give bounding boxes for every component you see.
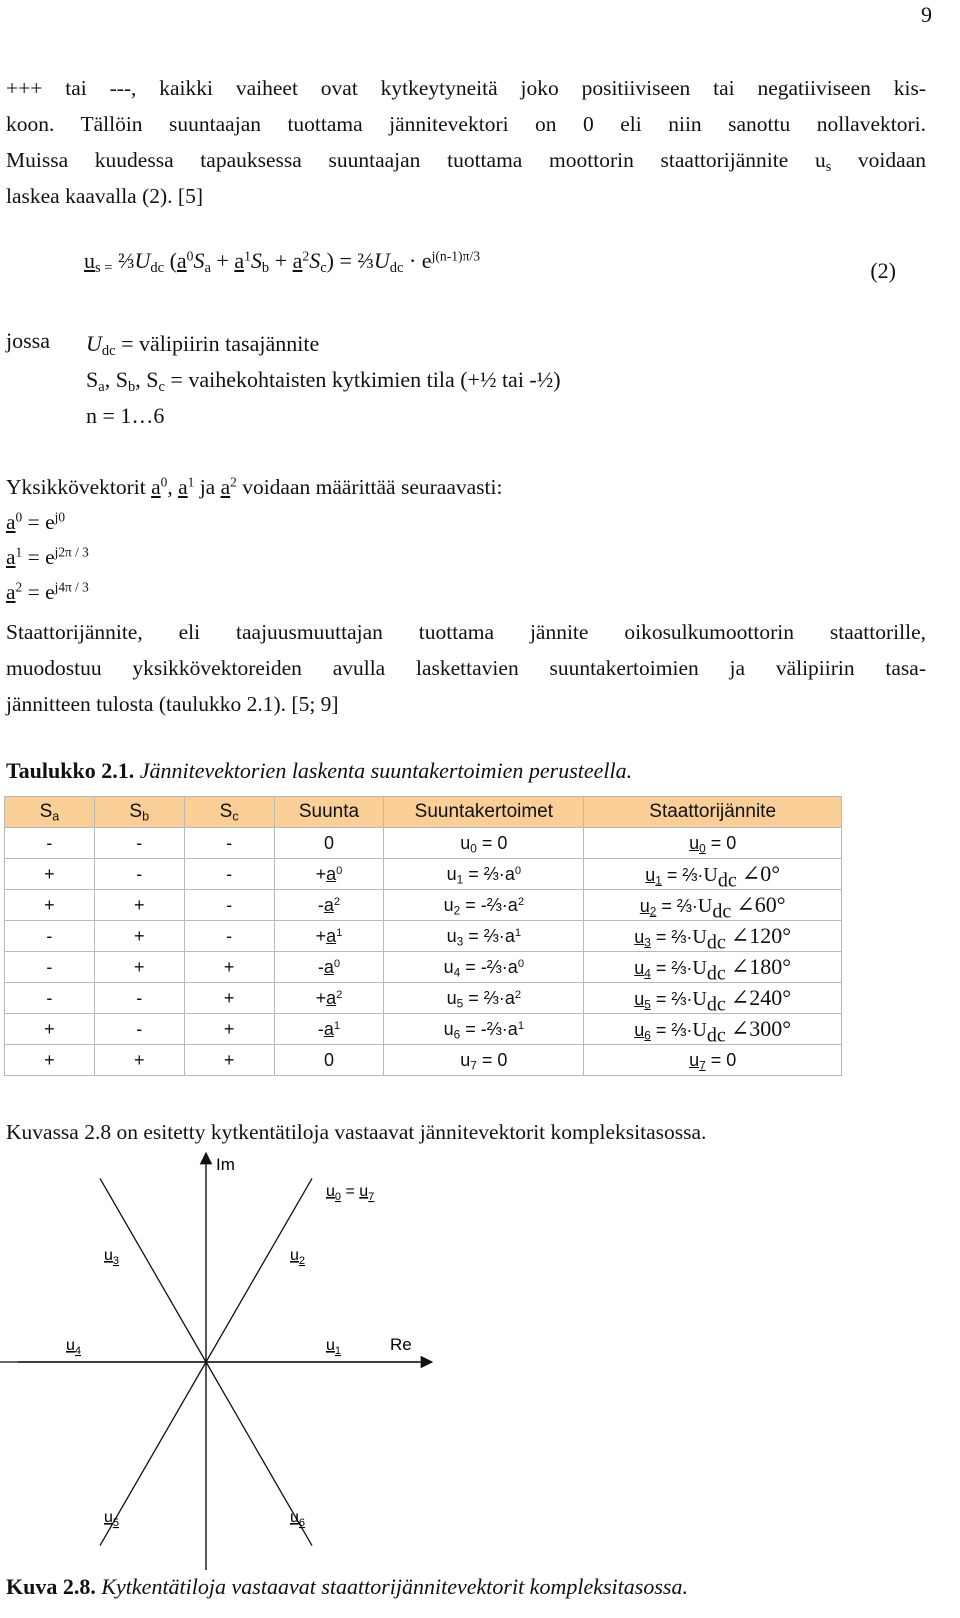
coef-a: a bbox=[504, 987, 515, 1008]
intro-line-2: koon. Tällöin suuntaajan tuottama jännitevektori on 0 eli niin sanottu nollavektori. bbox=[6, 112, 926, 136]
coef-u: u bbox=[460, 832, 471, 853]
coef-a: a bbox=[507, 1018, 518, 1039]
suunta-pre: 0 bbox=[323, 832, 334, 853]
table-row bbox=[5, 921, 842, 952]
suunta-pre: + bbox=[315, 925, 327, 946]
st-rest: = ⅔· bbox=[661, 865, 704, 885]
u0-eq: = bbox=[341, 1183, 360, 1200]
eq-sup1: 1 bbox=[244, 248, 251, 264]
cell-sc: - bbox=[184, 859, 274, 890]
table-body bbox=[5, 828, 842, 1076]
cell-sb: + bbox=[94, 1045, 184, 1076]
cell-sb: + bbox=[94, 890, 184, 921]
intro-line-3-tail: voidaan bbox=[831, 148, 926, 172]
st-sub: 5 bbox=[644, 997, 651, 1012]
uv-def-1-a: a bbox=[6, 545, 16, 569]
st-rest: = ⅔· bbox=[650, 958, 693, 978]
figure-intro-text: Kuvassa 2.8 on esitetty kytkentätiloja vastaavat jännitevektorit kompleksitasossa. bbox=[6, 1120, 707, 1144]
eq-a0: a bbox=[176, 248, 187, 273]
header-sb-label: S bbox=[129, 801, 143, 822]
st-sub: 0 bbox=[699, 840, 706, 855]
cell-sc: - bbox=[184, 890, 274, 921]
uv-def-0-eq: = e bbox=[22, 510, 55, 534]
vector-label-u4 bbox=[66, 1337, 81, 1357]
intro-paragraph bbox=[6, 70, 926, 214]
header-suuntakertoimet: Suuntakertoimet bbox=[384, 797, 584, 828]
suunta-sup: 1 bbox=[333, 1019, 341, 1032]
uv-a0: a bbox=[151, 475, 161, 499]
eq-dc2: dc bbox=[389, 260, 404, 277]
cell-sa: - bbox=[5, 921, 95, 952]
angle-symbol: ∠ bbox=[741, 861, 761, 886]
uv-def-2-a: a bbox=[6, 580, 16, 604]
eq-a2: a bbox=[292, 248, 303, 273]
vector-label-letter: u bbox=[104, 1247, 113, 1264]
eq-two-thirds: ⅔ bbox=[117, 248, 135, 273]
suunta-pre: - bbox=[317, 894, 324, 915]
intro-line-3-text: Muissa kuudessa tapauksessa suuntaajan tuottama moottorin staattorijännite u bbox=[6, 148, 826, 172]
coef-rest: = ⅔· bbox=[463, 925, 505, 946]
st-u: u bbox=[689, 832, 700, 853]
cell-sb: - bbox=[94, 859, 184, 890]
vector-label-u6 bbox=[290, 1509, 305, 1529]
coef-sup: 0 bbox=[514, 864, 522, 877]
suunta-a: a bbox=[323, 956, 334, 977]
angle-symbol: ∠ bbox=[730, 985, 750, 1010]
coef-u: u bbox=[446, 863, 457, 884]
cell-suunta bbox=[274, 921, 384, 952]
eq-Sa: S bbox=[193, 248, 205, 273]
coef-sub: 0 bbox=[470, 840, 477, 855]
equation-number: (2) bbox=[870, 258, 896, 283]
eq-Sb: S bbox=[250, 248, 262, 273]
uv-def-2-sup: 2 bbox=[15, 579, 23, 595]
def-s-c: , S bbox=[135, 367, 159, 392]
uv-def-0-exp: j0 bbox=[54, 509, 66, 525]
st-angle: 120° bbox=[749, 923, 792, 948]
coef-rest: = -⅔· bbox=[460, 1018, 508, 1039]
cell-staattorijannite bbox=[584, 952, 842, 983]
cell-staattorijannite bbox=[584, 1014, 842, 1045]
uv-def-1-sup: 1 bbox=[15, 544, 23, 560]
coef-sub: 4 bbox=[453, 964, 461, 979]
table-row bbox=[5, 952, 842, 983]
intro-line-3 bbox=[6, 142, 926, 178]
uv-a2-sup: 2 bbox=[230, 474, 237, 490]
vector-label-u3 bbox=[104, 1247, 119, 1267]
st-rest: = ⅔· bbox=[650, 1020, 693, 1040]
eq-Sc: S bbox=[309, 248, 321, 273]
vector-u3 bbox=[100, 1178, 206, 1362]
cell-suunta bbox=[274, 1045, 384, 1076]
st-u: u bbox=[639, 896, 650, 916]
eq-dot-e: · e bbox=[403, 248, 432, 273]
eq-open: ( bbox=[164, 248, 177, 273]
cell-staattorijannite bbox=[584, 921, 842, 952]
st-angle: 180° bbox=[749, 954, 792, 979]
cell-sa: + bbox=[5, 890, 95, 921]
cell-suuntakertoimet bbox=[384, 1014, 584, 1045]
st-sub: 1 bbox=[655, 873, 662, 888]
st-udc-sub: dc bbox=[712, 900, 732, 923]
intro-line-4: laskea kaavalla (2). [5] bbox=[6, 184, 203, 208]
table-row bbox=[5, 983, 842, 1014]
figure-caption bbox=[6, 1574, 688, 1600]
cell-suuntakertoimet bbox=[384, 859, 584, 890]
st-sub: 6 bbox=[644, 1028, 651, 1043]
coef-rest: = -⅔· bbox=[460, 894, 508, 915]
eq-sup0: 0 bbox=[186, 248, 194, 264]
coef-rest: = ⅔· bbox=[463, 987, 505, 1008]
def-udc-text: = välipiirin tasajännite bbox=[115, 331, 320, 356]
cell-staattorijannite bbox=[584, 890, 842, 921]
cell-sb: - bbox=[94, 828, 184, 859]
coef-sub: 2 bbox=[453, 902, 461, 917]
cell-suunta bbox=[274, 1014, 384, 1045]
uv-def-1 bbox=[6, 540, 926, 575]
uv-def-0-sup: 0 bbox=[15, 509, 23, 525]
header-sb-sub: b bbox=[142, 809, 150, 824]
uv-intro-1: Yksikkövektorit bbox=[6, 475, 152, 499]
angle-symbol: ∠ bbox=[730, 923, 750, 948]
def-s bbox=[86, 362, 561, 398]
uv-intro-3: ja bbox=[194, 475, 221, 499]
vector-label-letter: u bbox=[66, 1337, 75, 1354]
st-rest: = ⅔· bbox=[650, 927, 693, 947]
header-sc bbox=[184, 797, 274, 828]
suunta-sup: 2 bbox=[336, 988, 343, 1001]
suunta-a: a bbox=[326, 925, 337, 946]
def-udc-sub: dc bbox=[101, 343, 116, 360]
table-caption-label: Taulukko 2.1. bbox=[6, 758, 135, 783]
definitions-list bbox=[86, 326, 561, 434]
cell-suunta bbox=[274, 890, 384, 921]
cell-suuntakertoimet bbox=[384, 890, 584, 921]
def-udc bbox=[86, 326, 561, 362]
table-row bbox=[5, 828, 842, 859]
st-rest: = 0 bbox=[705, 1049, 737, 1070]
angle-symbol: ∠ bbox=[736, 892, 755, 917]
unit-vectors-block bbox=[6, 470, 926, 610]
eq-plus2: + bbox=[269, 248, 293, 273]
st-udc-sub: dc bbox=[717, 869, 737, 892]
voltage-vector-table bbox=[4, 796, 842, 1076]
coef-sub: 5 bbox=[456, 995, 464, 1010]
cell-suunta bbox=[274, 859, 384, 890]
vector-label-u1 bbox=[326, 1337, 341, 1357]
uv-def-2-exp: j4π / 3 bbox=[54, 579, 89, 595]
st-sub: 2 bbox=[649, 904, 657, 919]
cell-sc: + bbox=[184, 1045, 274, 1076]
cell-sc: - bbox=[184, 828, 274, 859]
def-s-a-sub: a bbox=[98, 379, 105, 396]
eq-lhs-sub: s = bbox=[95, 260, 113, 277]
st-rest: = 0 bbox=[705, 832, 737, 853]
st-angle: 60° bbox=[754, 892, 786, 917]
table-row bbox=[5, 1014, 842, 1045]
cell-sb: + bbox=[94, 921, 184, 952]
st-udc: U bbox=[692, 926, 707, 948]
cell-sa: - bbox=[5, 828, 95, 859]
coef-sup: 2 bbox=[514, 988, 522, 1001]
vector-label-sub: 2 bbox=[298, 1255, 306, 1267]
coef-a: a bbox=[507, 956, 518, 977]
coef-u: u bbox=[446, 925, 457, 946]
st-rest: = ⅔· bbox=[650, 989, 693, 1009]
cell-suunta bbox=[274, 952, 384, 983]
st-udc-sub: dc bbox=[706, 931, 726, 954]
coef-a: a bbox=[507, 894, 518, 915]
uv-def-2 bbox=[6, 575, 926, 610]
uv-a0-sup: 0 bbox=[160, 474, 168, 490]
def-s-a: S bbox=[86, 367, 99, 392]
u0-u7-label bbox=[326, 1183, 374, 1203]
vector-label-sub: 3 bbox=[112, 1255, 120, 1267]
coef-sup: 0 bbox=[517, 957, 525, 970]
def-s-b-sub: b bbox=[127, 379, 136, 396]
coef-sup: 1 bbox=[514, 926, 522, 939]
st-rest: = ⅔· bbox=[656, 896, 698, 916]
suunta-sup: 0 bbox=[336, 864, 343, 877]
vector-label-sub: 4 bbox=[74, 1345, 82, 1357]
eq-plus1: + bbox=[210, 248, 235, 273]
cell-staattorijannite bbox=[584, 828, 842, 859]
eq-sup2: 2 bbox=[302, 248, 310, 264]
table-caption bbox=[6, 758, 632, 784]
p2-line-3: jännitteen tulosta (taulukko 2.1). [5; 9] bbox=[6, 692, 339, 716]
header-sc-sub: c bbox=[232, 809, 239, 824]
coef-rest: = 0 bbox=[476, 832, 508, 853]
suunta-pre: - bbox=[317, 956, 324, 977]
st-angle: 240° bbox=[749, 985, 792, 1010]
table-caption-text: Jännitevektorien laskenta suuntakertoimien perusteella. bbox=[134, 758, 633, 783]
eq-close: ) = bbox=[326, 248, 358, 273]
suunta-a: a bbox=[326, 863, 337, 884]
eq-U: U bbox=[134, 248, 151, 273]
vector-label-sub: 5 bbox=[112, 1517, 120, 1529]
uv-def-1-eq: = e bbox=[22, 545, 55, 569]
u7-sub: 7 bbox=[368, 1191, 375, 1203]
st-udc: U bbox=[697, 895, 713, 917]
suunta-a: a bbox=[326, 987, 337, 1008]
table-row bbox=[5, 859, 842, 890]
st-u: u bbox=[689, 1049, 700, 1070]
u0-letter: u bbox=[326, 1183, 335, 1200]
suunta-sup: 1 bbox=[336, 926, 343, 939]
cell-staattorijannite bbox=[584, 983, 842, 1014]
st-udc: U bbox=[692, 1019, 707, 1041]
header-suunta: Suunta bbox=[274, 797, 384, 828]
uv-a2: a bbox=[220, 475, 231, 499]
eq-exp: j(n-1)π/3 bbox=[431, 248, 481, 264]
page-number: 9 bbox=[921, 2, 932, 27]
uv-intro bbox=[6, 470, 926, 505]
st-u: u bbox=[634, 927, 645, 947]
coef-u: u bbox=[443, 894, 454, 915]
im-axis-label: Im bbox=[216, 1155, 235, 1174]
st-u: u bbox=[634, 958, 645, 978]
eq-dc: dc bbox=[150, 260, 165, 277]
suunta-a: a bbox=[323, 1018, 334, 1039]
header-sb bbox=[94, 797, 184, 828]
uv-intro-2: , bbox=[167, 475, 179, 499]
coef-rest: = -⅔· bbox=[460, 956, 508, 977]
coef-sup: 2 bbox=[517, 895, 525, 908]
uv-def-0-a: a bbox=[6, 510, 16, 534]
st-udc: U bbox=[692, 957, 707, 979]
angle-symbol: ∠ bbox=[730, 954, 750, 979]
vector-label-letter: u bbox=[326, 1337, 335, 1354]
st-sub: 4 bbox=[644, 966, 651, 981]
eq-lhs: u bbox=[84, 248, 95, 273]
coef-sub: 7 bbox=[470, 1057, 477, 1072]
st-udc-sub: dc bbox=[706, 962, 726, 985]
suunta-pre: - bbox=[317, 1018, 324, 1039]
cell-sc: - bbox=[184, 921, 274, 952]
st-udc: U bbox=[692, 988, 707, 1010]
vector-label-letter: u bbox=[290, 1247, 299, 1264]
eq-sc: c bbox=[320, 260, 327, 277]
coef-u: u bbox=[443, 1018, 454, 1039]
suunta-pre: + bbox=[315, 987, 327, 1008]
header-sc-label: S bbox=[219, 801, 233, 822]
eq-sb: b bbox=[261, 260, 270, 277]
table-row bbox=[5, 1045, 842, 1076]
cell-sa: - bbox=[5, 952, 95, 983]
intro-line-1: +++ tai ---, kaikki vaiheet ovat kytkeytyneitä joko positiiviseen tai negatiiviseen kis- bbox=[6, 76, 926, 100]
coef-a: a bbox=[504, 863, 515, 884]
def-s-text: = vaihekohtaisten kytkimien tila (+½ tai -½) bbox=[164, 367, 561, 392]
eq-U2: U bbox=[373, 248, 390, 273]
st-u: u bbox=[634, 1020, 645, 1040]
def-s-b: , S bbox=[104, 367, 128, 392]
vector-label-letter: u bbox=[104, 1509, 113, 1526]
p2-line-2: muodostuu yksikkövektoreiden avulla laskettavien suuntakertoimien ja välipiirin tasa- bbox=[6, 656, 926, 680]
coef-u: u bbox=[446, 987, 457, 1008]
st-angle: 0° bbox=[760, 861, 781, 886]
eq-a1: a bbox=[234, 248, 245, 273]
table-row bbox=[5, 890, 842, 921]
cell-sc: + bbox=[184, 1014, 274, 1045]
st-sub: 3 bbox=[644, 935, 651, 950]
cell-suuntakertoimet bbox=[384, 828, 584, 859]
coef-sup: 1 bbox=[517, 1019, 525, 1032]
st-udc-sub: dc bbox=[706, 1024, 726, 1047]
suunta-pre: 0 bbox=[323, 1049, 334, 1070]
coef-rest: = 0 bbox=[476, 1049, 508, 1070]
st-u: u bbox=[645, 865, 656, 885]
coef-sub: 6 bbox=[453, 1026, 461, 1041]
vector-label-u2 bbox=[290, 1247, 305, 1267]
vector-label-sub: 1 bbox=[334, 1345, 342, 1357]
suunta-sup: 2 bbox=[333, 895, 341, 908]
st-udc-sub: dc bbox=[706, 993, 726, 1016]
cell-sb: - bbox=[94, 1014, 184, 1045]
figure-caption-label: Kuva 2.8. bbox=[6, 1574, 96, 1599]
coef-u: u bbox=[460, 1049, 471, 1070]
cell-suuntakertoimet bbox=[384, 921, 584, 952]
uv-def-0 bbox=[6, 505, 926, 540]
eq-two-thirds-2: ⅔ bbox=[357, 248, 374, 273]
angle-symbol: ∠ bbox=[730, 1016, 750, 1041]
uv-def-1-exp: j2π / 3 bbox=[54, 544, 89, 560]
coef-a: a bbox=[504, 925, 515, 946]
st-angle: 300° bbox=[749, 1016, 792, 1041]
coef-rest: = ⅔· bbox=[463, 863, 505, 884]
vector-label-sub: 6 bbox=[298, 1517, 306, 1529]
equation-2 bbox=[84, 248, 481, 277]
jossa-label: jossa bbox=[6, 328, 50, 353]
voltage-vectors bbox=[0, 1178, 418, 1545]
vector-u2 bbox=[206, 1178, 312, 1362]
u0-sub: 0 bbox=[334, 1191, 342, 1203]
cell-sb: + bbox=[94, 952, 184, 983]
coef-sub: 1 bbox=[456, 871, 464, 886]
uv-def-2-eq: = e bbox=[22, 580, 55, 604]
cell-suunta bbox=[274, 828, 384, 859]
cell-sc: + bbox=[184, 952, 274, 983]
figure-caption-text: Kytkentätiloja vastaavat staattorijännitevektorit kompleksitasossa. bbox=[95, 1574, 688, 1599]
u7-letter: u bbox=[359, 1183, 369, 1200]
cell-suuntakertoimet bbox=[384, 952, 584, 983]
st-sub: 7 bbox=[699, 1057, 706, 1072]
cell-sa: - bbox=[5, 983, 95, 1014]
coef-sub: 3 bbox=[456, 933, 464, 948]
uv-a1-sup: 1 bbox=[187, 474, 195, 490]
p2-line-1: Staattorijännite, eli taajuusmuuttajan tuottama jännite oikosulkumoottorin staattorille, bbox=[6, 620, 926, 644]
suunta-sup: 0 bbox=[333, 957, 341, 970]
cell-sa: + bbox=[5, 859, 95, 890]
header-sa-sub: a bbox=[52, 809, 60, 824]
st-u: u bbox=[634, 989, 645, 1009]
re-axis-label: Re bbox=[390, 1335, 412, 1354]
cell-suunta bbox=[274, 983, 384, 1014]
uv-a1: a bbox=[178, 475, 188, 499]
cell-staattorijannite bbox=[584, 1045, 842, 1076]
cell-suuntakertoimet bbox=[384, 1045, 584, 1076]
coef-u: u bbox=[443, 956, 454, 977]
table-header-row bbox=[5, 797, 842, 828]
cell-sa: + bbox=[5, 1014, 95, 1045]
header-staattorijannite: Staattorijännite bbox=[584, 797, 842, 828]
st-udc: U bbox=[703, 864, 718, 886]
cell-suuntakertoimet bbox=[384, 983, 584, 1014]
def-s-c-sub: c bbox=[158, 379, 165, 396]
complex-plane-diagram bbox=[0, 1150, 960, 1570]
suunta-pre: + bbox=[315, 863, 327, 884]
cell-staattorijannite bbox=[584, 859, 842, 890]
header-sa-label: S bbox=[39, 801, 53, 822]
cell-sb: - bbox=[94, 983, 184, 1014]
def-n: n = 1…6 bbox=[86, 403, 165, 428]
uv-intro-4: voidaan määrittää seuraavasti: bbox=[236, 475, 503, 499]
intro-line-3-sub: s bbox=[825, 158, 832, 175]
suunta-a: a bbox=[323, 894, 334, 915]
paragraph-2 bbox=[6, 614, 926, 722]
cell-sc: + bbox=[184, 983, 274, 1014]
figure-intro bbox=[6, 1114, 926, 1150]
vector-label-letter: u bbox=[290, 1509, 299, 1526]
header-sa bbox=[5, 797, 95, 828]
def-udc-label: U bbox=[86, 331, 102, 356]
cell-sa: + bbox=[5, 1045, 95, 1076]
eq-sa: a bbox=[204, 260, 211, 277]
